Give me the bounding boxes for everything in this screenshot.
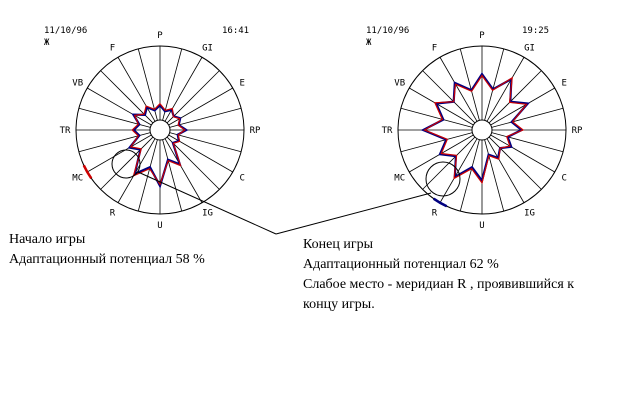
axis-label-e: E — [561, 78, 567, 89]
axis-label-ig: IG — [202, 208, 213, 219]
spoke-line — [489, 137, 541, 189]
series-line-2 — [425, 76, 527, 183]
left-chart-series — [130, 104, 187, 186]
axis-label-c: C — [561, 173, 567, 184]
left-caption — [9, 230, 205, 270]
right-chart-sex: Ж — [366, 38, 372, 48]
axis-label-rp: RP — [571, 126, 583, 136]
left-chart-grid — [76, 43, 244, 214]
left-chart-sex: Ж — [44, 38, 50, 48]
axis-label-r: R — [431, 208, 438, 219]
right-chart-series — [423, 74, 528, 183]
right-chart-time: 19:25 — [522, 26, 550, 36]
axis-label-p: P — [157, 31, 163, 41]
spoke-line — [489, 71, 541, 123]
axis-label-c: C — [239, 173, 245, 184]
right-caption-weak-spot: Слабое место - меридиан R , проявившийся к — [303, 277, 575, 292]
axis-label-p: P — [479, 31, 485, 41]
spoke-line — [101, 137, 153, 189]
axis-label-f: F — [109, 43, 116, 54]
axis-label-tr: TR — [59, 126, 71, 136]
axis-label-mc: MC — [72, 173, 84, 184]
spoke-line — [423, 71, 475, 123]
right-caption-title: Конец игры — [303, 237, 373, 252]
highlight-arc — [434, 199, 447, 207]
axis-label-gi: GI — [524, 43, 535, 54]
right-caption-continuation: концу игры. — [303, 297, 375, 312]
axis-label-u: U — [157, 221, 163, 231]
inner-ring — [150, 120, 170, 140]
right-pointer-line — [276, 193, 431, 234]
axis-label-r: R — [109, 208, 116, 219]
right-weak-spot-circle — [426, 162, 460, 196]
axis-label-f: F — [431, 43, 438, 54]
spoke-line — [167, 71, 219, 123]
axis-label-tr: TR — [381, 126, 393, 136]
left-caption-potential: Адаптационный потенциал 58 % — [9, 252, 205, 267]
inner-ring — [472, 120, 492, 140]
left-chart-time: 16:41 — [222, 26, 250, 36]
right-caption — [303, 235, 574, 315]
axis-label-vb: VB — [72, 78, 84, 89]
series-line-1 — [423, 74, 528, 181]
left-caption-title: Начало игры — [9, 232, 86, 247]
left-chart-date: 11/10/96 — [44, 26, 88, 36]
right-radar-chart — [366, 26, 583, 231]
axis-label-rp: RP — [249, 126, 261, 136]
left-radar-chart — [44, 26, 261, 231]
axis-label-vb: VB — [394, 78, 406, 89]
axis-label-e: E — [239, 78, 245, 89]
highlight-arc — [84, 165, 92, 178]
right-chart-date: 11/10/96 — [366, 26, 410, 36]
axis-label-mc: MC — [394, 173, 406, 184]
axis-label-ig: IG — [524, 208, 535, 219]
axis-label-u: U — [479, 221, 485, 231]
axis-label-gi: GI — [202, 43, 213, 54]
right-caption-potential: Адаптационный потенциал 62 % — [303, 257, 499, 272]
